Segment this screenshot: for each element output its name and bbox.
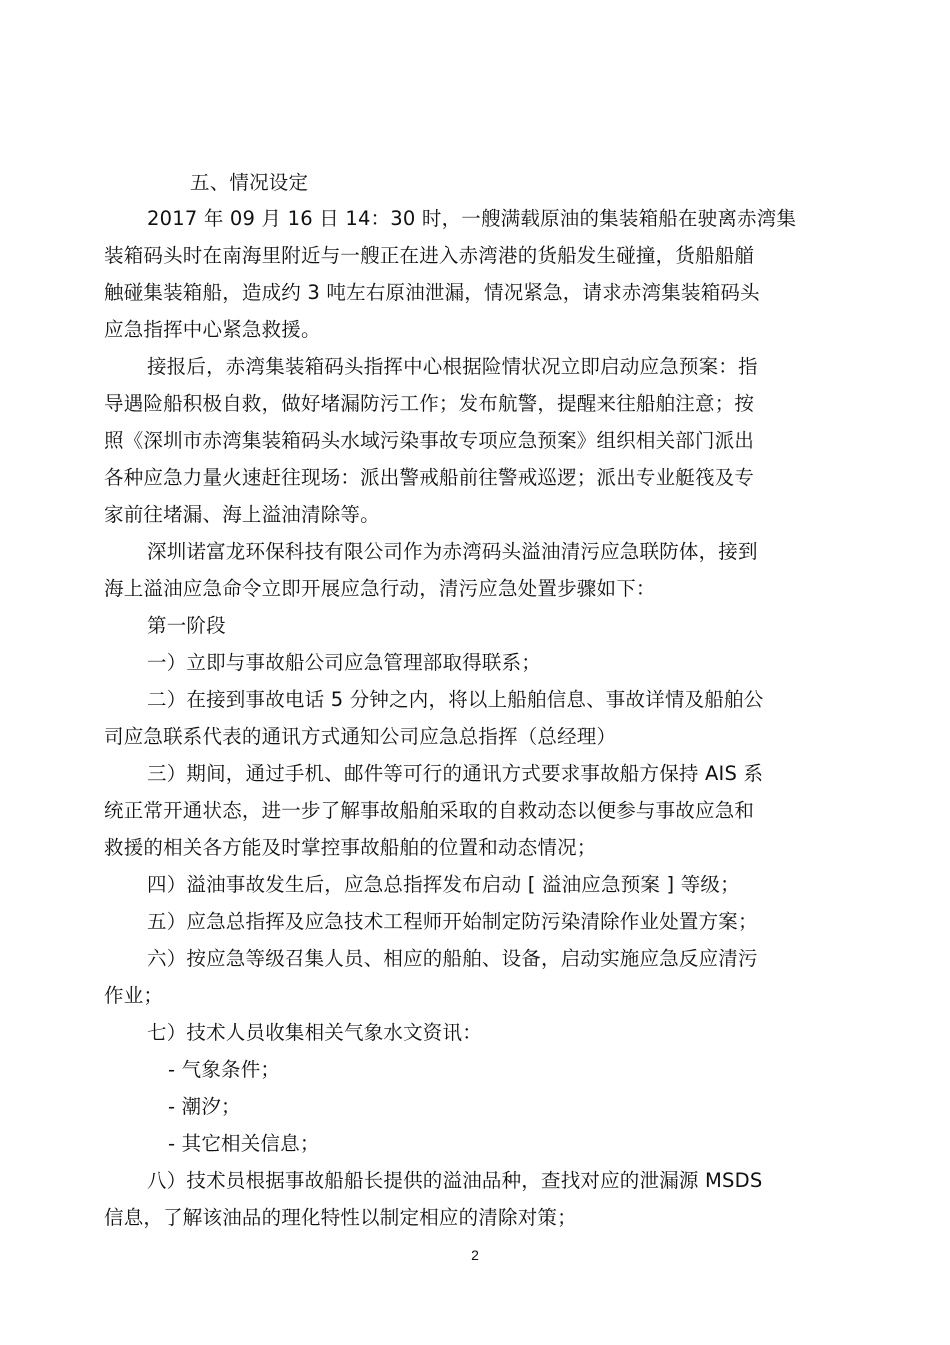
step-line: 七）技术人员收集相关气象水文资讯： — [147, 1021, 482, 1044]
bullet-item: - 其它相关信息； — [168, 1132, 320, 1155]
section-title: 五、情况设定 — [190, 171, 309, 194]
step-line: 四）溢油事故发生后，应急总指挥发布启动 [ 溢油应急预案 ] 等级； — [147, 873, 740, 896]
step-line: 六）按应急等级召集人员、相应的船舶、设备，启动实施应急反应清污 — [147, 947, 758, 970]
paragraph-line: 触碰集装箱船，造成约 3 吨左右原油泄漏，情况紧急，请求赤湾集装箱码头 — [104, 281, 760, 304]
stage-title: 第一阶段 — [147, 614, 226, 637]
step-line: 八）技术员根据事故船船长提供的溢油品种，查找对应的泄漏源 MSDS — [147, 1169, 763, 1192]
step-line: 信息，了解该油品的理化特性以制定相应的清除对策； — [104, 1206, 577, 1229]
step-line: 作业； — [104, 984, 164, 1007]
step-line: 一）立即与事故船公司应急管理部取得联系； — [147, 651, 542, 674]
step-line: 二）在接到事故电话 5 分钟之内，将以上船舶信息、事故详情及船舶公 — [147, 688, 764, 711]
step-line: 司应急联系代表的通讯方式通知公司应急总指挥（总经理） — [104, 725, 617, 748]
paragraph-line: 照《深圳市赤湾集装箱码头水域污染事故专项应急预案》组织相关部门派出 — [104, 429, 755, 452]
bullet-item: - 潮汐； — [168, 1095, 241, 1118]
page-number: 2 — [471, 1247, 479, 1263]
step-line: 救援的相关各方能及时掌控事故船舶的位置和动态情况； — [104, 836, 597, 859]
step-line: 五）应急总指挥及应急技术工程师开始制定防污染清除作业处置方案； — [147, 910, 758, 933]
paragraph-line: 各种应急力量火速赶往现场：派出警戒船前往警戒巡逻；派出专业艇筏及专 — [104, 466, 755, 489]
paragraph-line: 导遇险船积极自救，做好堵漏防污工作；发布航警，提醒来往船舶注意；按 — [104, 392, 755, 415]
paragraph-line: 家前往堵漏、海上溢油清除等。 — [104, 503, 380, 526]
paragraph-line: 2017 年 09 月 16 日 14：30 时，一艘满载原油的集装箱船在驶离赤湾集 — [147, 207, 797, 230]
paragraph-line: 海上溢油应急命令立即开展应急行动，清污应急处置步骤如下： — [104, 577, 656, 600]
paragraph-line: 深圳诺富龙环保科技有限公司作为赤湾码头溢油清污应急联防体，接到 — [147, 540, 758, 563]
paragraph-line: 装箱码头时在南海里附近与一艘正在进入赤湾港的货船发生碰撞，货船船艏 — [104, 244, 755, 267]
step-line: 三）期间，通过手机、邮件等可行的通讯方式要求事故船方保持 AIS 系 — [147, 762, 764, 785]
step-line: 统正常开通状态，进一步了解事故船舶采取的自救动态以便参与事故应急和 — [104, 799, 755, 822]
paragraph-line: 接报后，赤湾集装箱码头指挥中心根据险情状况立即启动应急预案：指 — [147, 355, 758, 378]
bullet-item: - 气象条件； — [168, 1058, 281, 1081]
paragraph-line: 应急指挥中心紧急救援。 — [104, 318, 321, 341]
